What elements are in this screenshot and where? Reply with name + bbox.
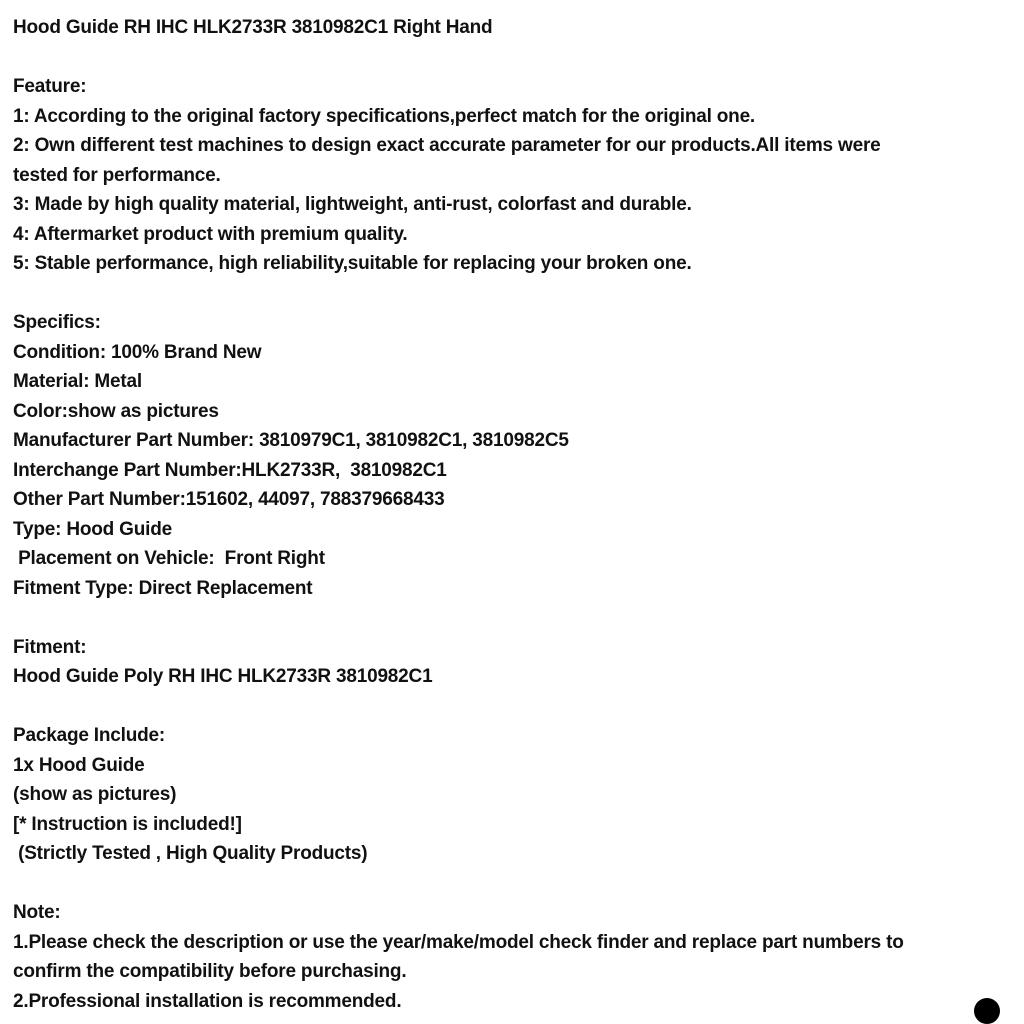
spec-placement: Placement on Vehicle: Front Right — [13, 548, 325, 569]
black-dot — [974, 998, 1000, 1024]
product-title: Hood Guide RH IHC HLK2733R 3810982C1 Right Hand — [13, 17, 493, 38]
section-feature — [13, 72, 1013, 279]
section-heading: Note: — [13, 902, 61, 923]
package-quality-note: (Strictly Tested , High Quality Products) — [13, 843, 368, 864]
feature-item: 2: Own different test machines to design exact accurate parameter for our products.All items were — [13, 135, 881, 156]
feature-item-continuation: tested for performance. — [13, 164, 221, 186]
section-heading: Feature: — [13, 76, 87, 97]
spec-fitment-type: Fitment Type: Direct Replacement — [13, 577, 313, 599]
feature-item: 1: According to the original factory specifications,perfect match for the original one. — [13, 105, 756, 127]
feature-item: 5: Stable performance, high reliability,suitable for replacing your broken one. — [13, 253, 692, 274]
section-heading: Fitment: — [13, 636, 87, 658]
section-heading: Specifics: — [13, 312, 101, 333]
spec-other-part-number: Other Part Number:151602, 44097, 788379668433 — [13, 489, 445, 510]
section-specifics — [13, 308, 1013, 603]
spec-type: Type: Hood Guide — [13, 518, 172, 540]
section-heading: Package Include: — [13, 725, 166, 746]
section-fitment — [13, 633, 1013, 692]
spec-color: Color:show as pictures — [13, 400, 219, 422]
note-item: 2.Professional installation is recommended. — [13, 990, 402, 1012]
spec-condition: Condition: 100% Brand New — [13, 341, 262, 363]
note-item-continuation: confirm the compatibility before purchasing. — [13, 961, 407, 982]
fitment-item: Hood Guide Poly RH IHC HLK2733R 3810982C1 — [13, 666, 433, 687]
spec-interchange-part-number: Interchange Part Number:HLK2733R, 3810982C1 — [13, 459, 447, 481]
spec-manufacturer-part-number: Manufacturer Part Number: 3810979C1, 3810982C1, 3810982C5 — [13, 430, 569, 451]
package-instruction-note: [* Instruction is included!] — [13, 813, 242, 835]
package-item: 1x Hood Guide — [13, 754, 145, 776]
note-item: 1.Please check the description or use the year/make/model check finder and replace part numbers to — [13, 931, 904, 953]
section-note — [13, 898, 1013, 1016]
feature-item: 4: Aftermarket product with premium quality. — [13, 223, 408, 245]
spec-material: Material: Metal — [13, 371, 142, 392]
feature-item: 3: Made by high quality material, lightweight, anti-rust, colorfast and durable. — [13, 194, 692, 215]
section-package-include — [13, 721, 1013, 869]
package-note: (show as pictures) — [13, 784, 177, 805]
product-description — [13, 13, 1013, 1016]
